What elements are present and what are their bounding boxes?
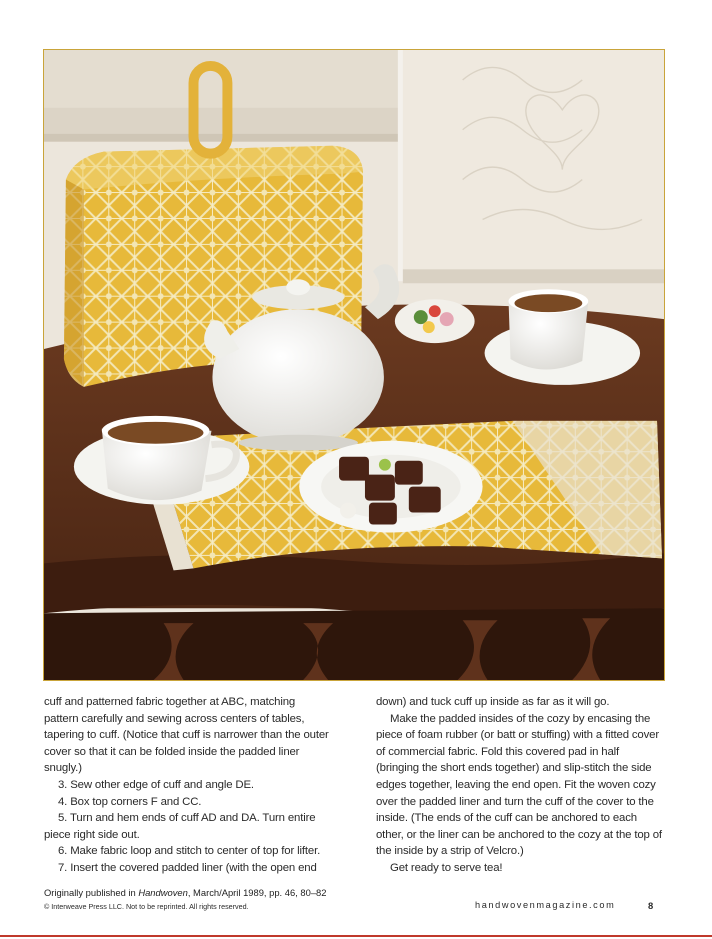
body-paragraph: cuff and patterned fabric together at ABC, matching pattern carefully and sewing across centers of tables, tapering to cuff. (Notice that cuff is narrower than the outer cover so that it can be folded inside the padded liner snugly.) [44,696,329,775]
bottom-rule [0,935,712,937]
photo-illustration [44,50,664,680]
step-4: 4. Box top corners F and CC. [58,795,202,808]
source-magazine: Handwoven [138,887,188,898]
copyright-notice: © Interweave Press LLC. Not to be reprinted. All rights reserved. [44,902,249,911]
body-paragraph: down) and tuck cuff up inside as far as it will go. [376,696,610,708]
body-column-left [44,694,332,877]
source-credit [44,887,326,898]
closing-line: Get ready to serve tea! [390,861,503,874]
step-6: 6. Make fabric loop and stitch to center of top for lifter. [58,845,321,858]
body-column-right [376,694,664,877]
source-prefix: Originally published in [44,887,139,898]
step-3: 3. Sew other edge of cuff and angle DE. [58,778,254,791]
step-7: 7. Insert the covered padded liner (with the open end [58,861,317,874]
website-url: handwovenmagazine.com [475,900,616,910]
source-suffix: , March/April 1989, pp. 46, 80–82 [187,887,327,898]
body-paragraph: Make the padded insides of the cozy by encasing the piece of foam rubber (or batt or stuffing) with a fitted cover of commercial fabric. Fold this covered pad in half (bringing the short ends together) and slip-stitch the side edges together, leaving the end open. Fit the woven cozy over the padded liner and turn the cuff of the cover to the inside. (The ends of the cuff can be anchored to each other, or the liner can be anchored to the cozy at the top of the inside by a strip of Velcro.) [376,712,662,858]
page-number: 8 [648,900,654,911]
tea-cozy-photo [43,49,665,681]
step-5: 5. Turn and hem ends of cuff AD and DA. Turn entire piece right side out. [44,812,316,841]
